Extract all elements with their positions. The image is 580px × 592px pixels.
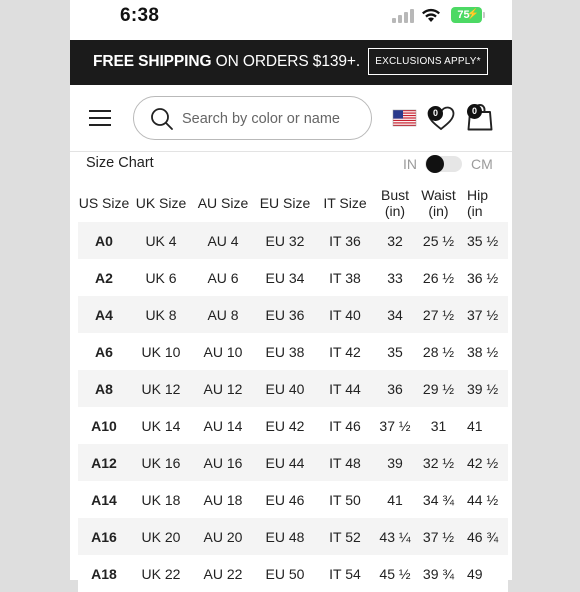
cell-eu: EU 36: [254, 296, 316, 333]
table-row: [78, 481, 508, 518]
cell-it: IT 52: [316, 518, 374, 555]
cell-eu: EU 34: [254, 259, 316, 296]
column-header-eu: EU Size: [254, 184, 316, 222]
signal-icon: [392, 9, 414, 23]
size-chart-table-wrapper[interactable]: [78, 184, 499, 582]
cell-uk: UK 8: [130, 296, 192, 333]
status-time: 6:38: [120, 5, 160, 26]
cell-it: IT 54: [316, 555, 374, 592]
cell-it: IT 44: [316, 370, 374, 407]
cell-us: A12: [78, 444, 130, 481]
cell-bust: 43 ¼: [374, 518, 416, 555]
column-header-uk: UK Size: [130, 184, 192, 222]
cell-hip: 41: [461, 407, 508, 444]
cell-us: A8: [78, 370, 130, 407]
cell-bust: 35: [374, 333, 416, 370]
phone-screen: [70, 0, 512, 580]
cart-button[interactable]: [465, 103, 495, 131]
cell-eu: EU 46: [254, 481, 316, 518]
us-flag-icon[interactable]: [393, 110, 416, 126]
wishlist-button[interactable]: [426, 105, 456, 131]
cell-bust: 36: [374, 370, 416, 407]
site-header: [70, 85, 512, 151]
cell-bust: 41: [374, 481, 416, 518]
cell-bust: 37 ½: [374, 407, 416, 444]
cell-hip: 46 ¾: [461, 518, 508, 555]
cell-hip: 42 ½: [461, 444, 508, 481]
table-row: [78, 407, 508, 444]
cell-hip: 37 ½: [461, 296, 508, 333]
cell-au: AU 22: [192, 555, 254, 592]
exclusions-button[interactable]: EXCLUSIONS APPLY*: [368, 48, 488, 75]
cell-waist: 31: [416, 407, 461, 444]
cell-hip: 35 ½: [461, 222, 508, 259]
cell-au: AU 16: [192, 444, 254, 481]
battery-icon: 75 ⚡: [451, 7, 482, 23]
cell-bust: 39: [374, 444, 416, 481]
cell-uk: UK 20: [130, 518, 192, 555]
unit-toggle[interactable]: [425, 156, 462, 172]
table-header-row: [78, 184, 508, 222]
cell-us: A4: [78, 296, 130, 333]
wifi-icon: [421, 7, 441, 23]
cell-us: A16: [78, 518, 130, 555]
promo-text: [93, 53, 360, 71]
unit-toggle-knob: [426, 155, 444, 173]
table-row: [78, 333, 508, 370]
size-chart-table: [78, 184, 508, 592]
cell-it: IT 48: [316, 444, 374, 481]
cell-hip: 49: [461, 555, 508, 592]
cell-eu: EU 50: [254, 555, 316, 592]
cell-bust: 34: [374, 296, 416, 333]
cell-us: A10: [78, 407, 130, 444]
cell-it: IT 50: [316, 481, 374, 518]
cell-au: AU 8: [192, 296, 254, 333]
unit-cm-label[interactable]: CM: [471, 156, 493, 172]
cell-bust: 33: [374, 259, 416, 296]
cell-bust: 45 ½: [374, 555, 416, 592]
cell-waist: 39 ¾: [416, 555, 461, 592]
column-header-hip: Hip (in: [461, 184, 508, 222]
size-chart-title: Size Chart: [86, 155, 154, 171]
cell-it: IT 42: [316, 333, 374, 370]
cell-eu: EU 48: [254, 518, 316, 555]
search-bar[interactable]: [133, 96, 372, 140]
cell-it: IT 40: [316, 296, 374, 333]
cell-uk: UK 12: [130, 370, 192, 407]
status-bar: [70, 0, 512, 40]
cell-uk: UK 16: [130, 444, 192, 481]
battery-cap: [483, 12, 485, 18]
table-row: [78, 296, 508, 333]
search-icon: [150, 107, 174, 131]
table-row: [78, 555, 508, 592]
cell-eu: EU 44: [254, 444, 316, 481]
promo-banner: [70, 40, 512, 85]
cart-count-badge: 0: [467, 104, 482, 119]
header-divider: [70, 151, 512, 152]
cell-waist: 29 ½: [416, 370, 461, 407]
cell-au: AU 10: [192, 333, 254, 370]
cell-uk: UK 4: [130, 222, 192, 259]
cell-eu: EU 38: [254, 333, 316, 370]
cell-au: AU 4: [192, 222, 254, 259]
promo-rest: ON ORDERS $139+.: [211, 53, 361, 70]
cell-waist: 34 ¾: [416, 481, 461, 518]
cell-eu: EU 40: [254, 370, 316, 407]
column-header-bust: Bust (in): [374, 184, 416, 222]
column-header-us: US Size: [78, 184, 130, 222]
cell-us: A0: [78, 222, 130, 259]
cell-us: A14: [78, 481, 130, 518]
size-chart-body: [78, 222, 508, 592]
cell-bust: 32: [374, 222, 416, 259]
cell-hip: 44 ½: [461, 481, 508, 518]
cell-it: IT 36: [316, 222, 374, 259]
cell-waist: 27 ½: [416, 296, 461, 333]
cell-waist: 26 ½: [416, 259, 461, 296]
search-input[interactable]: [182, 108, 364, 130]
cell-waist: 28 ½: [416, 333, 461, 370]
table-row: [78, 370, 508, 407]
cell-uk: UK 6: [130, 259, 192, 296]
table-row: [78, 259, 508, 296]
cell-it: IT 38: [316, 259, 374, 296]
cell-waist: 32 ½: [416, 444, 461, 481]
cell-hip: 36 ½: [461, 259, 508, 296]
menu-icon[interactable]: [89, 110, 111, 127]
cell-au: AU 6: [192, 259, 254, 296]
cell-waist: 37 ½: [416, 518, 461, 555]
table-row: [78, 444, 508, 481]
cell-au: AU 20: [192, 518, 254, 555]
cell-us: A6: [78, 333, 130, 370]
cell-us: A2: [78, 259, 130, 296]
battery-level: 75: [457, 9, 470, 21]
cell-waist: 25 ½: [416, 222, 461, 259]
cell-uk: UK 14: [130, 407, 192, 444]
cell-uk: UK 22: [130, 555, 192, 592]
table-row: [78, 518, 508, 555]
cell-uk: UK 10: [130, 333, 192, 370]
cell-au: AU 14: [192, 407, 254, 444]
promo-bold: FREE SHIPPING: [93, 53, 212, 70]
wishlist-count-badge: 0: [428, 106, 443, 121]
unit-in-label[interactable]: IN: [403, 156, 417, 172]
cell-au: AU 18: [192, 481, 254, 518]
cell-hip: 39 ½: [461, 370, 508, 407]
cell-uk: UK 18: [130, 481, 192, 518]
cell-eu: EU 32: [254, 222, 316, 259]
column-header-waist: Waist (in): [416, 184, 461, 222]
cell-eu: EU 42: [254, 407, 316, 444]
column-header-au: AU Size: [192, 184, 254, 222]
cell-us: A18: [78, 555, 130, 592]
cell-au: AU 12: [192, 370, 254, 407]
cell-hip: 38 ½: [461, 333, 508, 370]
column-header-it: IT Size: [316, 184, 374, 222]
table-row: [78, 222, 508, 259]
cell-it: IT 46: [316, 407, 374, 444]
